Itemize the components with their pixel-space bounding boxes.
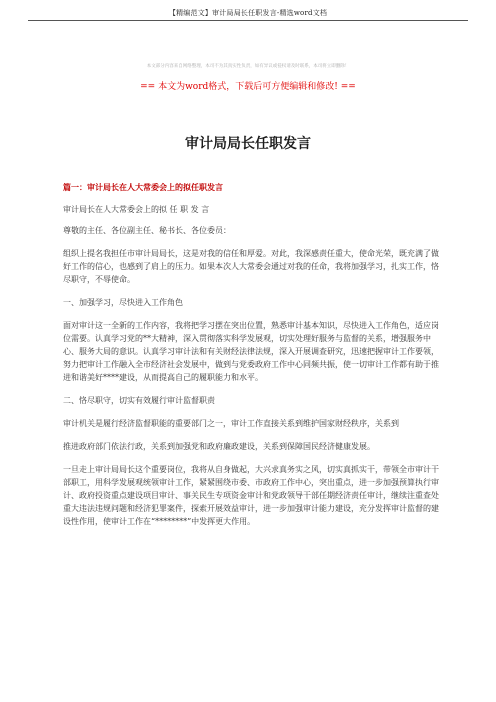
disclaimer-text: 本文部分内容来自网络整理，本司不为其真实性负责，如有异议或侵权请及时联系，本司将立即删除！ [146,64,350,69]
body-paragraph: 一旦走上审计局局长这个重要岗位，我将从自身做起，大兴求真务实之风，切实真抓实干，带领全市审计干部职工，用科学发展观统领审计工作，紧紧围绕市委、市政府工作中心，突出重点，进一步加强预算执行审计、政府投资重点建设项目审计、事关民生专项资金审计和党政领导干部任期经济责任审计，继续注重查处重大违法违规问题和经济犯罪案件，探索开展效益审计，进一步加强审计能力建设，充分发挥审计监督的建设性作用，使审计工作在“********”中发挥更大作用。 [63,465,439,526]
header-divider [28,20,468,21]
body-paragraph: 推进政府部门依法行政，关系到加强党和政府廉政建设，关系到保障国民经济健康发展。 [63,442,375,451]
salutation: 尊敬的主任、各位副主任、秘书长、各位委员： [63,226,231,235]
format-notice: == 本文为word格式，下载后可方便编辑和修改! == [140,82,356,92]
subheading: 一、加强学习，尽快进入工作角色 [63,298,183,307]
body-paragraph: 审计机关是履行经济监督职能的重要部门之一，审计工作直接关系到维护国家财经秩序，关系到 [63,419,399,428]
body-paragraph: 面对审计这一全新的工作内容，我将把学习摆在突出位置，熟悉审计基本知识，尽快进入工作角色，适应岗位需要。认真学习党的**大精神，深入贯彻落实科学发展观，切实处理好服务与监督的关系，增强服务中心、服务大局的意识。认真学习审计法和有关财经法律法规，深入开展调查研究，迅速把握审计工作要领，努力把审计工作融入全市经济社会发展中，做到与党委政府工作中心同频共振，使一切审计工作都有助于推进和谐美好****建设，从而提高自己的履职能力和水平。 [63,321,439,382]
document-header: 【精编范文】审计局局长任职发言-精选word文档 [168,9,328,17]
section-heading: 篇一：审计局长在人大常委会上的拟任职发言 [63,182,223,192]
document-body [63,181,441,538]
speech-subtitle: 审计局长在人大常委会上的拟 任 职 发 言 [63,205,210,214]
subheading: 二、恪尽职守，切实有效履行审计监督职责 [63,396,215,405]
document-title: 审计局局长任职发言 [185,136,311,152]
body-paragraph: 组织上提名我担任市审计局局长，这是对我的信任和厚爱。对此，我深感责任重大，使命光荣，既充满了做好工作的信心，也感到了肩上的压力。如果本次人大常委会通过对我的任命，我将加强学习，扎实工作，恪尽职守，不辱使命。 [63,249,439,284]
